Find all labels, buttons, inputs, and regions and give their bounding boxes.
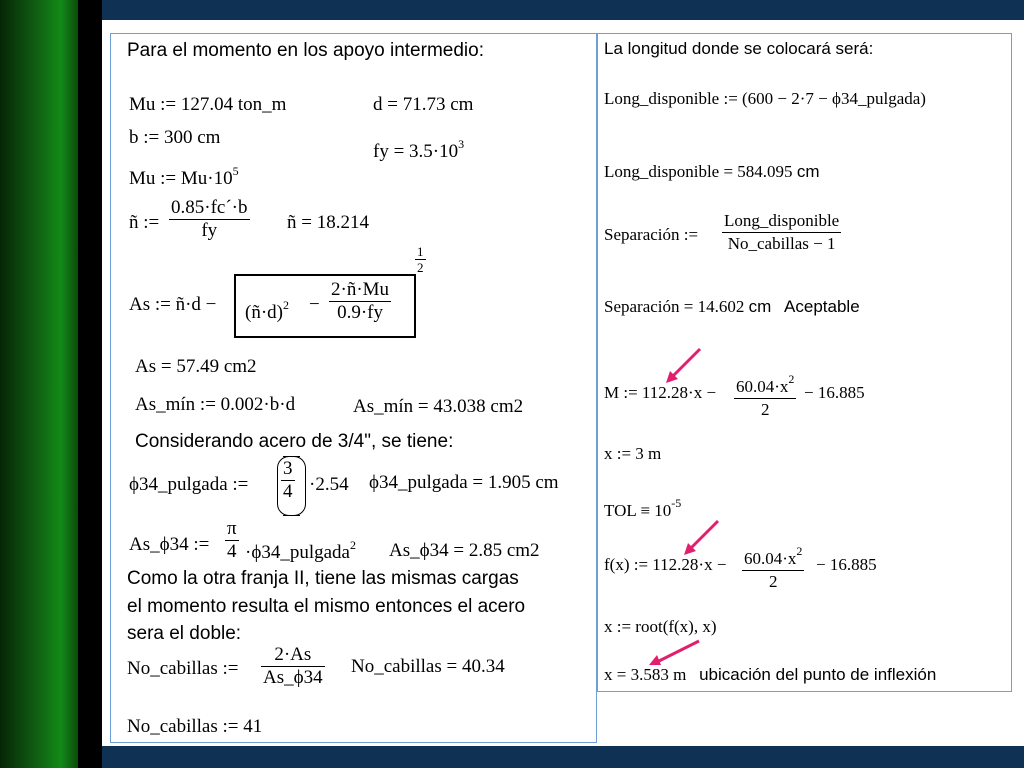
b-definition: b := 300 cm [129, 127, 221, 148]
arrow-icon [660, 345, 710, 385]
nocab-lhs: No_cabillas := [127, 658, 239, 679]
x-result: x = 3.583 m ubicación del punto de inflexión [604, 665, 937, 684]
as-exponent: $\frac{1}{2}$ [417, 244, 424, 275]
m-tail: − 16.885 [804, 383, 865, 402]
as-lhs: As := ñ·d − [129, 294, 217, 315]
note-line-3: sera el doble: [127, 623, 242, 644]
left-green-bar [0, 0, 78, 768]
fy-value: fy = $3.5\cdot 10^3$ [373, 137, 465, 162]
asphi-fraction: $\frac{\pi}{4}$ [227, 518, 237, 562]
left-calculation-panel [110, 33, 597, 743]
asphi-value: As_ϕ34 = 2.85 cm2 [389, 540, 540, 561]
mu-scaled: Mu := $Mu\cdot 10^5$ [129, 164, 239, 189]
n-fraction: $\frac{0.85\cdot fc´\cdot b}{fy}$ [171, 197, 248, 241]
asphi-rhs: ·ϕ34_pulgada$^2$ [245, 538, 356, 563]
d-value: d = 71.73 cm [373, 94, 474, 115]
phi-lhs: ϕ34_pulgada := [129, 474, 249, 495]
long-value: Long_disponible = 584.095 cm [604, 162, 820, 181]
note-line-2: el momento resulta el mismo entonces el acero [127, 596, 526, 617]
left-heading: Para el momento en los apoyo intermedio: [127, 40, 484, 61]
nocab-final: No_cabillas := 41 [127, 716, 263, 737]
nocab-value: No_cabillas = 40.34 [351, 656, 505, 677]
sep-lhs: Separación := [604, 225, 699, 244]
as-fraction: $\frac{2\cdot ñ\cdot Mu}{0.9\cdot fy}$ [331, 279, 390, 323]
n-lhs: ñ := [129, 212, 160, 233]
arrow-icon [645, 637, 705, 669]
f-tail: − 16.885 [816, 555, 877, 574]
left-black-stripe [78, 0, 102, 768]
asmin-value: As_mín = 43.038 cm2 [353, 396, 524, 417]
phi-multiplier: ·2.54 [309, 474, 349, 495]
consider-text: Considerando acero de 3/4", se tiene: [135, 431, 454, 452]
m-lhs: M := 112.28·x − [604, 383, 717, 402]
m-fraction: $\frac{60.04\cdot x^2}{2}$ [734, 368, 796, 421]
mu-definition: Mu := 127.04 ton_m [129, 94, 287, 115]
n-value: ñ = 18.214 [287, 212, 369, 233]
asmin-definition: As_mín := 0.002·b·d [135, 394, 296, 415]
long-definition: Long_disponible := (600 − 2·7 − ϕ34_pulgada) [604, 89, 926, 108]
as-square-term: (ñ·d)$^2$ [245, 298, 289, 323]
as-value: As = 57.49 cm2 [135, 356, 257, 377]
root-definition: x := root(f(x), x) [604, 617, 717, 636]
f-lhs: f(x) := 112.28·x − [604, 555, 727, 574]
sep-value: Separación = 14.602 cm Aceptable [604, 297, 860, 316]
phi-fraction: $\frac{3}{4}$ [283, 458, 293, 502]
f-fraction: $\frac{60.04\cdot x^2}{2}$ [742, 540, 804, 593]
right-heading: La longitud donde se colocará será: [604, 39, 874, 58]
top-navy-bar [102, 0, 1024, 20]
as-minus: − [309, 294, 320, 315]
x-assign: x := 3 m [604, 444, 662, 463]
tol-definition: TOL ≡ $10^{-5}$ [604, 496, 682, 520]
sep-fraction: Long_disponible No_cabillas − 1 [724, 211, 840, 253]
note-line-1: Como la otra franja II, tiene las mismas cargas [127, 568, 519, 589]
nocab-fraction: $\frac{2\cdot As}{As\_\phi 34}$ [263, 644, 323, 688]
arrow-icon [678, 517, 728, 557]
phi-value: ϕ34_pulgada = 1.905 cm [369, 472, 559, 493]
bottom-navy-bar [102, 746, 1024, 768]
asphi-lhs: As_ϕ34 := [129, 534, 210, 555]
